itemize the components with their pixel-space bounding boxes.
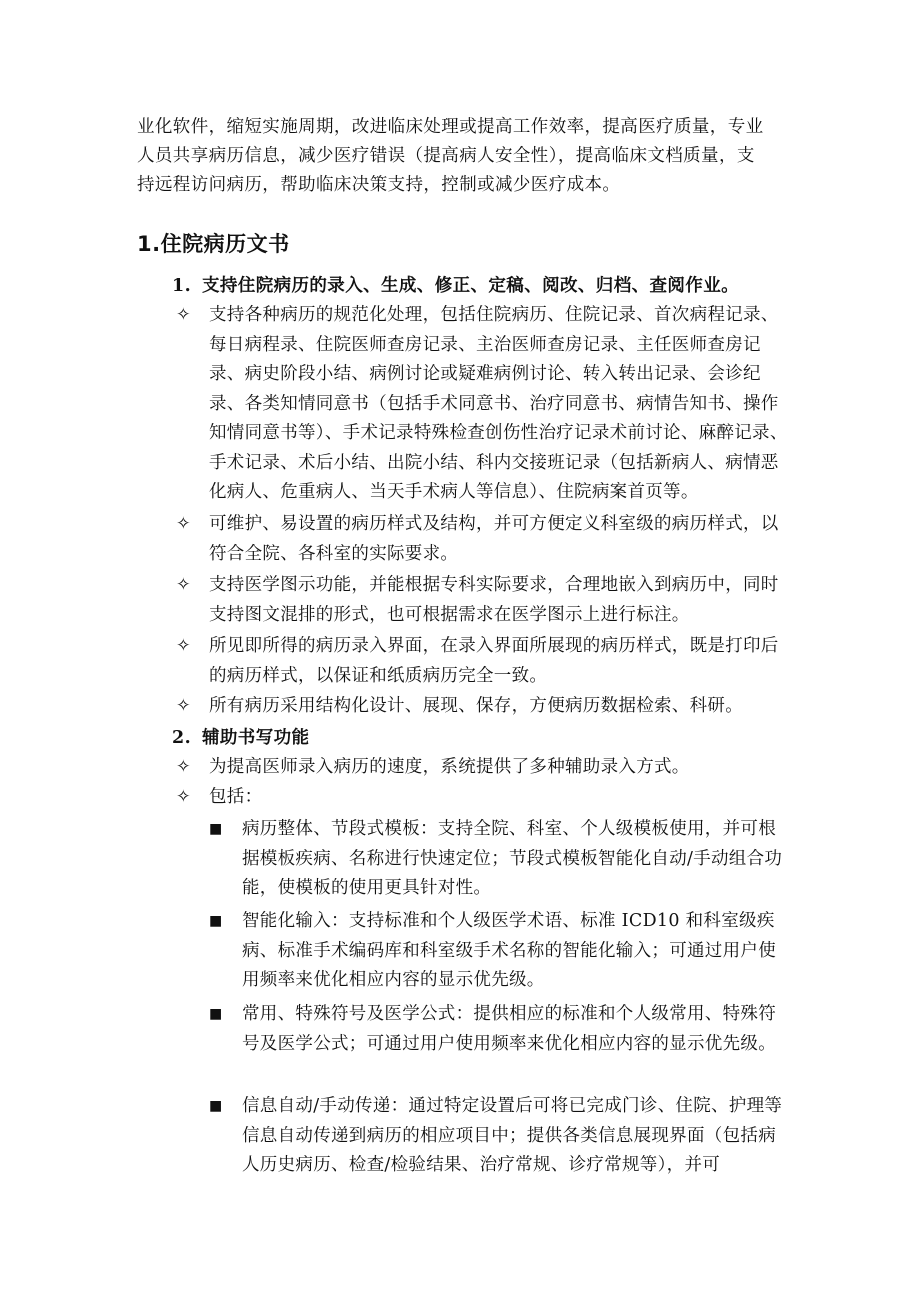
intro-line: 人员共享病历信息，减少医疗错误（提高病人安全性），提高临床文档质量，支 — [137, 146, 755, 166]
sub-list-item-text: 智能化输入：支持标准和个人级医学术语、标准 ICD10 和科室级疾病、标准手术编码库和科室级手术名称的智能化输入；可通过用户使用频率来优化相应内容的显示优先级。 — [242, 911, 776, 990]
sub-list-item-text: 常用、特殊符号及医学公式：提供相应的标准和个人级常用、特殊符号及医学公式；可通过用户使用频率来优化相应内容的显示优先级。 — [242, 1004, 776, 1054]
intro-line: 持远程访问病历，帮助临床决策支持，控制或减少医疗成本。 — [137, 175, 621, 195]
list-item-text: 可维护、易设置的病历样式及结构，并可方便定义科室级的病历样式，以符合全院、各科室的实际要求。 — [209, 514, 779, 564]
sub-list-item — [209, 1092, 791, 1181]
sub-list-item — [209, 1000, 791, 1059]
list-item — [176, 783, 791, 813]
subsection-number: 1. — [172, 276, 192, 296]
diamond-bullet-icon: ✧ — [176, 696, 191, 716]
subsection-title: 辅助书写功能 — [202, 728, 310, 748]
list-item — [176, 753, 791, 783]
square-bullet-icon: ■ — [209, 1098, 223, 1114]
sub-list-item — [209, 815, 791, 904]
subsection-heading-2 — [172, 724, 309, 749]
list-item-text: 为提高医师录入病历的速度，系统提供了多种辅助录入方式。 — [209, 757, 690, 777]
subsection-heading-1 — [172, 272, 739, 297]
section-heading: 1.住院病历文书 — [137, 232, 290, 256]
list-item — [176, 692, 791, 722]
list-item-text: 支持各种病历的规范化处理，包括住院病历、住院记录、首次病程记录、每日病程录、住院医师查房记录、主治医师查房记录、主任医师查房记录、病史阶段小结、病例讨论或疑难病例讨论、转入转出记录、会诊纪录、各类知情同意书（包括手术同意书、治疗同意书、病情告知书、操作知情同意书等）、手术记录特殊检查创伤性治疗记录术前讨论、麻醉记录、手术记录、术后小结、出院小结、科内交接班记录（包括新病人、病情恶化病人、危重病人、当天手术病人等信息）、住院病案首页等。 — [209, 305, 788, 502]
list-item-text: 所见即所得的病历录入界面，在录入界面所展现的病历样式，既是打印后的病历样式，以保证和纸质病历完全一致。 — [209, 636, 779, 686]
diamond-bullet-icon: ✧ — [176, 514, 191, 534]
list-item — [176, 571, 791, 630]
diamond-bullet-icon: ✧ — [176, 636, 191, 656]
diamond-bullet-icon: ✧ — [176, 575, 191, 595]
diamond-bullet-icon: ✧ — [176, 305, 191, 325]
square-bullet-icon: ■ — [209, 1006, 223, 1022]
list-item — [176, 301, 791, 508]
diamond-bullet-icon: ✧ — [176, 757, 191, 777]
square-bullet-icon: ■ — [209, 821, 223, 837]
list-item-text: 支持医学图示功能，并能根据专科实际要求，合理地嵌入到病历中，同时支持图文混排的形式，也可根据需求在医学图示上进行标注。 — [209, 575, 779, 625]
square-bullet-icon: ■ — [209, 913, 223, 929]
list-item — [176, 632, 791, 691]
subsection-number: 2. — [172, 728, 192, 748]
list-item-text: 包括： — [209, 787, 263, 807]
intro-line: 业化软件，缩短实施周期，改进临床处理或提高工作效率，提高医疗质量，专业 — [137, 117, 764, 137]
intro-paragraph — [137, 113, 787, 200]
subsection-title: 支持住院病历的录入、生成、修正、定稿、阅改、归档、查阅作业。 — [202, 276, 739, 296]
list-item-text: 所有病历采用结构化设计、展现、保存，方便病历数据检索、科研。 — [209, 696, 743, 716]
sub-list-item-text: 病历整体、节段式模板：支持全院、科室、个人级模板使用，并可根据模板疾病、名称进行快速定位；节段式模板智能化自动/手动组合功能，使模板的使用更具针对性。 — [242, 819, 783, 898]
diamond-bullet-icon: ✧ — [176, 787, 191, 807]
list-item — [176, 510, 791, 569]
sub-list-item — [209, 907, 791, 996]
sub-list-item-text: 信息自动/手动传递：通过特定设置后可将已完成门诊、住院、护理等信息自动传递到病历的相应项目中；提供各类信息展现界面（包括病人历史病历、检查/检验结果、治疗常规、诊疗常规等），并可 — [242, 1096, 783, 1175]
